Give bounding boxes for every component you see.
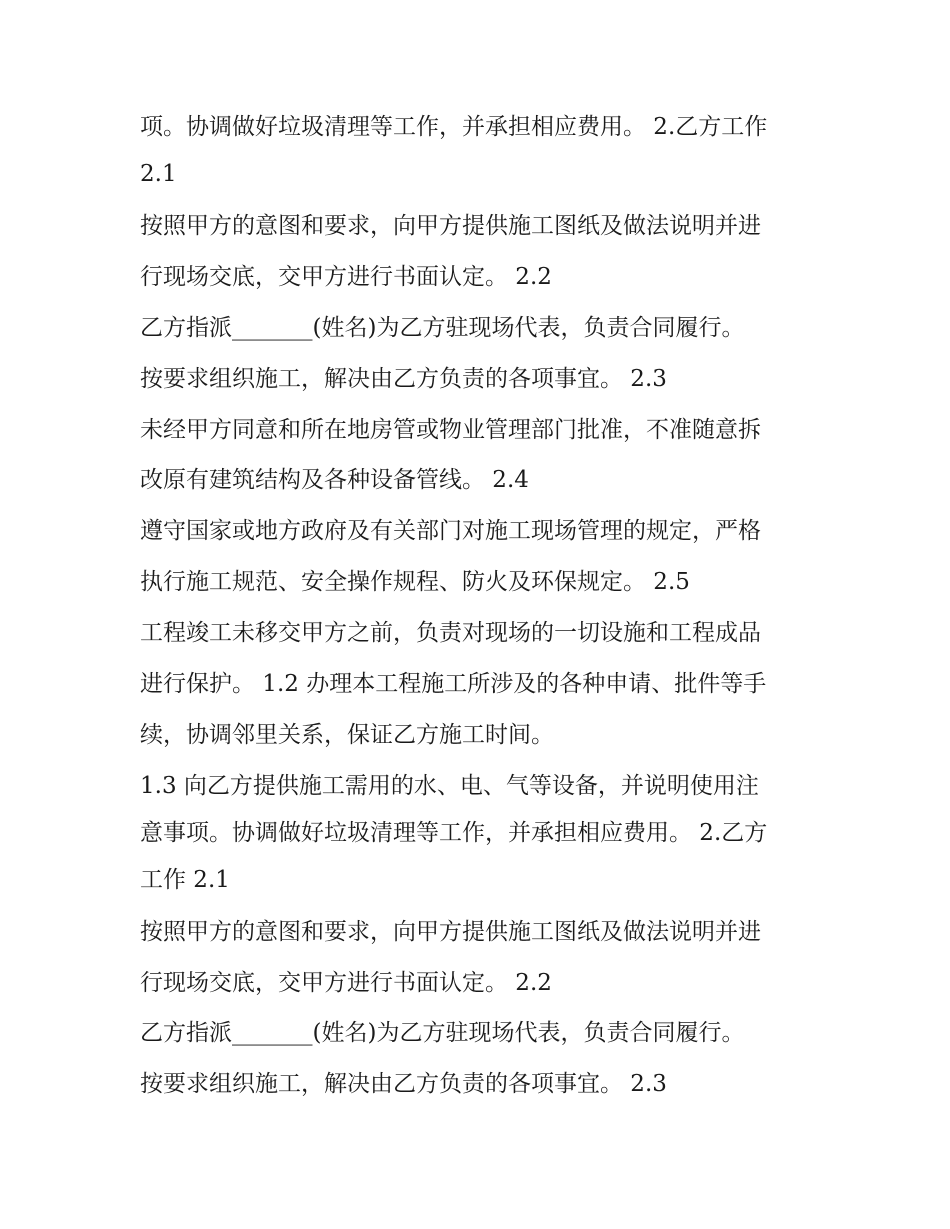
text-line-5: 乙方指派_______(姓名)为乙方驻现场代表，负责合同履行。 (140, 314, 745, 341)
text-line-16: 工作 2.1 (140, 866, 230, 893)
text-line-11: 工程竣工未移交甲方之前，负责对现场的一切设施和工程成品 (140, 620, 761, 647)
text-line-1: 项。协调做好垃圾清理等工作，并承担相应费用。 2.乙方工作 (140, 114, 768, 140)
text-line-4: 行现场交底，交甲方进行书面认定。 2.2 (140, 263, 552, 290)
text-line-12: 进行保护。 1.2 办理本工程施工所涉及的各种申请、批件等手 (140, 671, 767, 698)
text-line-18: 行现场交底，交甲方进行书面认定。 2.2 (140, 969, 552, 996)
text-line-6: 按要求组织施工，解决由乙方负责的各项事宜。 2.3 (140, 365, 667, 392)
text-line-20: 按要求组织施工，解决由乙方负责的各项事宜。 2.3 (140, 1071, 667, 1098)
text-line-9: 遵守国家或地方政府及有关部门对施工现场管理的规定，严格 (140, 518, 761, 545)
text-line-8: 改原有建筑结构及各种设备管线。 2.4 (140, 467, 529, 494)
document-body (140, 106, 820, 1110)
text-line-3: 按照甲方的意图和要求，向甲方提供施工图纸及做法说明并进 (140, 213, 761, 239)
text-line-13: 续，协调邻里关系，保证乙方施工时间。 (140, 721, 554, 748)
text-line-19: 乙方指派_______(姓名)为乙方驻现场代表，负责合同履行。 (140, 1020, 745, 1047)
text-line-15: 意事项。协调做好垃圾清理等工作，并承担相应费用。 2.乙方 (140, 819, 768, 846)
text-line-14: 1.3 向乙方提供施工需用的水、电、气等设备，并说明使用注 (140, 772, 759, 799)
text-line-10: 执行施工规范、安全操作规程、防火及环保规定。 2.5 (140, 569, 690, 596)
text-line-2: 2.1 (140, 161, 177, 187)
text-line-7: 未经甲方同意和所在地房管或物业管理部门批准，不准随意拆 (140, 416, 761, 443)
text-line-17: 按照甲方的意图和要求，向甲方提供施工图纸及做法说明并进 (140, 918, 761, 945)
